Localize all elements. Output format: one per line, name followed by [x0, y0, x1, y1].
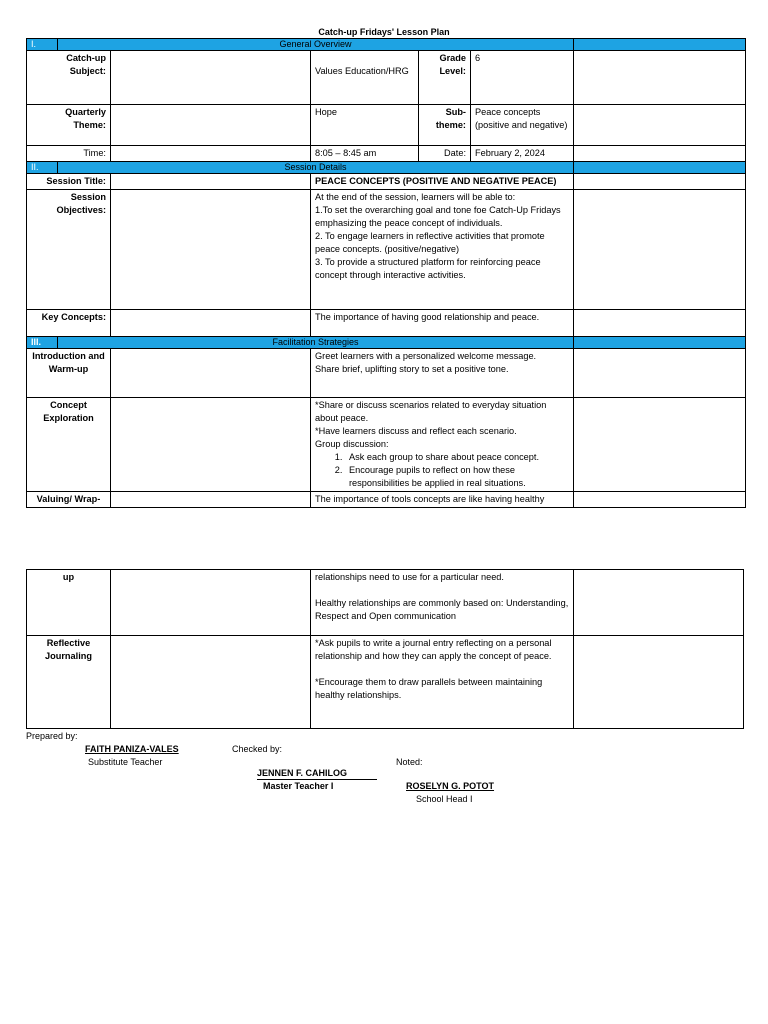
- key-concepts-label: Key Concepts:: [27, 310, 111, 337]
- concept-line-1: *Share or discuss scenarios related to everyday situation about peace.: [315, 400, 547, 423]
- valuing-label: Valuing/ Wrap-: [27, 492, 111, 508]
- checked-label: Checked by:: [232, 744, 283, 754]
- noted-role: School Head I: [416, 794, 473, 804]
- key-concepts-value: The importance of having good relationship and peace.: [311, 310, 574, 337]
- subtheme-value: Peace concepts (positive and negative): [471, 105, 574, 146]
- date-label: Date:: [419, 146, 471, 162]
- document-title: Catch-up Fridays' Lesson Plan: [318, 27, 450, 37]
- list-item: 1. Ask each group to share about peace concept.: [345, 451, 569, 464]
- theme-value: Hope: [311, 105, 419, 146]
- objectives-intro: At the end of the session, learners will be able to:: [315, 192, 516, 202]
- section-title: General Overview: [58, 39, 574, 51]
- time-value: 8:05 – 8:45 am: [311, 146, 419, 162]
- section-header-session-details: [27, 162, 746, 174]
- reflect-line-1: *Ask pupils to write a journal entry reflecting on a personal relationship and how they can apply the concept of peace.: [315, 638, 552, 661]
- reflect-line-2: *Encourage them to draw parallels between maintaining healthy relationships.: [315, 677, 543, 700]
- valuing-label-continued: up: [27, 570, 111, 636]
- valuing-row: [27, 492, 746, 508]
- valuing-line-3: Healthy relationships are commonly based on: Understanding, Respect and Open communication: [315, 598, 569, 621]
- time-row: [27, 146, 746, 162]
- session-title-value: PEACE CONCEPTS (POSITIVE AND NEGATIVE PEACE): [311, 174, 574, 190]
- prepared-label: Prepared by:: [26, 731, 78, 741]
- prepared-role: Substitute Teacher: [88, 757, 163, 767]
- concept-exploration-row: [27, 398, 746, 492]
- valuing-line-2: relationships need to use for a particular need.: [315, 572, 504, 582]
- grade-value: 6: [471, 51, 574, 105]
- time-label: Time:: [27, 146, 111, 162]
- subject-label: Catch-up Subject:: [27, 51, 111, 105]
- lesson-plan-table-continued: [26, 569, 744, 729]
- objective-3: 3. To provide a structured platform for reinforcing peace concept through interactive activities.: [315, 257, 541, 280]
- session-title-row: [27, 174, 746, 190]
- concept-line-2: *Have learners discuss and reflect each scenario.: [315, 426, 517, 436]
- objective-1: 1.To set the overarching goal and tone foe Catch-Up Fridays emphasizing the peace concept of individuals.: [315, 205, 561, 228]
- key-concepts-row: [27, 310, 746, 337]
- valuing-text: The importance of tools concepts are like having healthy: [311, 492, 574, 508]
- section-number: II.: [27, 162, 58, 174]
- checked-role: Master Teacher I: [263, 781, 334, 791]
- subject-value: Values Education/HRG: [315, 66, 409, 76]
- introduction-label: Introduction and Warm-up: [27, 349, 111, 398]
- concept-line-3: Group discussion:: [315, 439, 389, 449]
- lesson-plan-table: [26, 38, 746, 508]
- theme-row: [27, 105, 746, 146]
- subject-row: [27, 51, 746, 105]
- concept-exploration-label: Concept Exploration: [27, 398, 111, 492]
- noted-label: Noted:: [396, 757, 423, 767]
- section-header-facilitation: [27, 337, 746, 349]
- section-title: Facilitation Strategies: [58, 337, 574, 349]
- prepared-name: FAITH PANIZA-VALES: [85, 744, 179, 754]
- objectives-label: Session Objectives:: [27, 190, 111, 310]
- introduction-row: [27, 349, 746, 398]
- section-number: III.: [27, 337, 58, 349]
- list-item: 2. Encourage pupils to reflect on how these responsibilities be applied in real situations.: [345, 464, 569, 490]
- introduction-line-1: Greet learners with a personalized welcome message.: [315, 351, 537, 361]
- theme-label: Quarterly Theme:: [27, 105, 111, 146]
- objectives-row: [27, 190, 746, 310]
- noted-name: ROSELYN G. POTOT: [406, 781, 495, 791]
- group-discussion-list: [315, 451, 569, 490]
- section-title: Session Details: [58, 162, 574, 174]
- introduction-line-2: Share brief, uplifting story to set a positive tone.: [315, 364, 509, 374]
- objective-2: 2. To engage learners in reflective activities that promote peace concepts. (positive/negative): [315, 231, 545, 254]
- reflective-journaling-row: [27, 636, 744, 729]
- valuing-continued-row: [27, 570, 744, 636]
- grade-label: Grade Level:: [419, 51, 471, 105]
- subtheme-label: Sub-theme:: [419, 105, 471, 146]
- checked-name: JENNEN F. CAHILOG: [257, 768, 377, 780]
- objectives-content: [311, 190, 574, 310]
- section-header-general-overview: [27, 39, 746, 51]
- reflective-journaling-label: Reflective Journaling: [27, 636, 111, 729]
- session-title-label: Session Title:: [27, 174, 111, 190]
- section-number: I.: [27, 39, 58, 51]
- date-value: February 2, 2024: [471, 146, 574, 162]
